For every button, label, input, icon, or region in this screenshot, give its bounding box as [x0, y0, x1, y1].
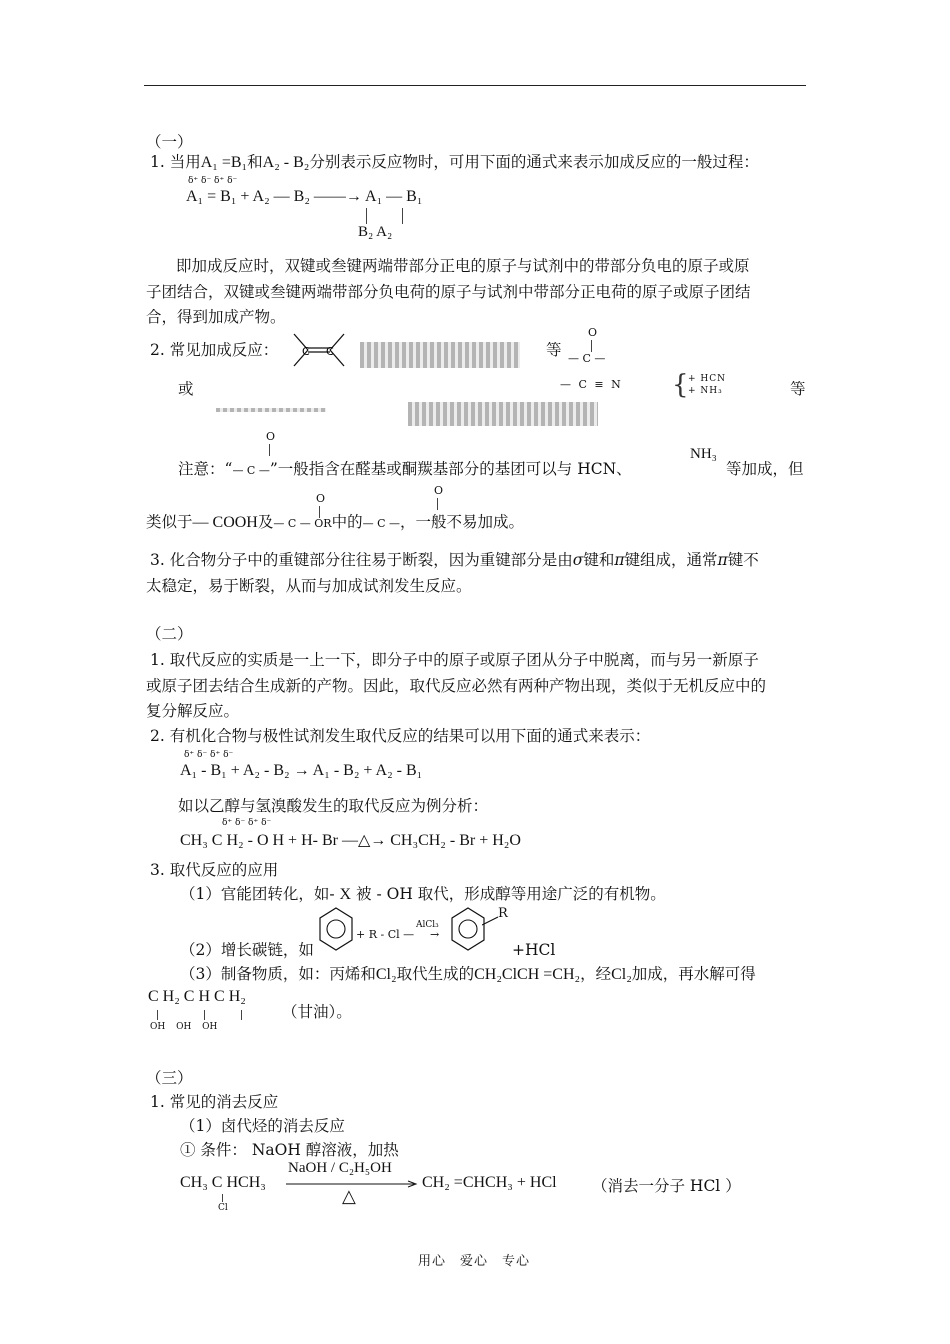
bond-line [402, 208, 403, 224]
paragraph: 或 [178, 380, 194, 398]
paragraph: 合，得到加成产物。 [146, 308, 286, 326]
carbonyl-c: — C — [568, 352, 606, 365]
addition-general-equation: A₁ = B₁ + A₂ — B₂ ——→ A₁ — B₁ [186, 188, 423, 205]
chloro-substituent: Cl [218, 1203, 228, 1213]
charge-labels: δ⁺ δ⁻ δ⁺ δ⁻ [222, 818, 272, 828]
catalyst-label: AlCl₃ [416, 920, 439, 930]
charge-labels: δ⁺ δ⁻ δ⁺ δ⁻ [184, 750, 234, 760]
svg-text:C: C [326, 345, 334, 358]
paragraph: ① 条件： NaOH 醇溶液，加热 [180, 1141, 399, 1159]
ethanol-hbr-equation: CH₃ C H₂ - O H + H- Br —△→ CH₃CH₂ - Br + H₂O [180, 832, 521, 849]
nitrile-reagent: + NH₃ [688, 386, 723, 396]
reaction-arrow: → [430, 928, 440, 941]
alkylbenzene-icon [450, 906, 486, 952]
paragraph: 注意：“— C —”一般指含在醛基或酮羰基部分的基团可以与 HCN、 [178, 460, 632, 478]
substitution-general-equation: A₁ - B₁ + A₂ - B₂ → A₁ - B₂ + A₂ - B₁ [180, 762, 423, 779]
reagent-text: + R - Cl — [356, 928, 415, 941]
paragraph: 1. 取代反应的实质是一上一下，即分子中的原子或原子团从分子中脱离，而与另一新原子 [150, 651, 759, 669]
illegible-structure [216, 408, 326, 412]
carbonyl-o: O [266, 430, 276, 443]
formula: A₁ =B₁ [200, 154, 248, 171]
paragraph: 3. 化合物分子中的重键部分往往易于断裂，因为重键部分是由σ键和π键组成，通常π键不 [150, 551, 759, 569]
heat-symbol: △ [342, 1186, 356, 1206]
paragraph: 类似于— COOH及— C — OR中的— C —，一般不易加成。 [146, 513, 525, 531]
glycerol-oh-groups: OH OH OH [150, 1022, 218, 1032]
paragraph: （甘油）。 [282, 1003, 352, 1021]
formula: A₂ - B₂ [262, 154, 310, 171]
bond-line [241, 1010, 242, 1020]
alkene-structure-icon [290, 330, 348, 370]
paragraph: 如以乙醇与氢溴酸发生的取代反应为例分析： [178, 797, 489, 815]
bond-line [157, 1010, 158, 1020]
paragraph: 即加成反应时，双键或叁键两端带部分正电的原子与试剂中的带部分负电的原子或原 [176, 257, 750, 275]
brace: { [672, 370, 689, 400]
charge-labels: δ⁺ δ⁻ δ⁺ δ⁻ [188, 176, 238, 186]
section-heading-1: （一） [146, 133, 193, 151]
paragraph: 1. 常见的消去反应 [150, 1093, 279, 1111]
paragraph: 2. 常见加成反应： [150, 341, 279, 359]
paragraph: 等 [790, 380, 806, 398]
paragraph: （1）卤代烃的消去反应 [180, 1117, 345, 1135]
paragraph: 3. 取代反应的应用 [150, 861, 279, 879]
product-hcl: +HCl [512, 941, 556, 959]
nitrile-formula: — C ≡ N [560, 378, 623, 391]
nitrile-reagent: + HCN [688, 374, 727, 384]
illegible-reagent-list [408, 402, 598, 426]
paragraph: （2）增长碳链，如 [180, 941, 314, 959]
paragraph: 太稳定，易于断裂，从而与加成试剂发生反应。 [146, 577, 472, 595]
page-footer: 用心 爱心 专心 [418, 1254, 531, 1269]
header-rule [144, 85, 806, 86]
paragraph: （1）官能团转化，如- X 被 - OH 取代，形成醇等用途广泛的有机物。 [180, 885, 666, 903]
bond-line [366, 208, 367, 224]
illegible-reagent-list [360, 342, 520, 368]
double-bond [591, 340, 592, 352]
section-heading-3: （三） [146, 1069, 193, 1087]
paragraph: 等加成，但 [726, 460, 804, 478]
paragraph: （3）制备物质，如：丙烯和Cl₂取代生成的CH₂ClCH =CH₂，经Cl₂加成，再水解可得 [180, 965, 756, 983]
paragraph: 或原子团去结合生成新的产物。因此，取代反应必然有两种产物出现，类似于无机反应中的 [146, 677, 767, 695]
carbonyl-o: O [588, 326, 598, 339]
paragraph: （消去一分子 HCl ） [592, 1177, 741, 1195]
reaction-condition: NaOH / C₂H₅OH [288, 1160, 392, 1176]
formula: NH₃ [690, 446, 717, 462]
elimination-reactant: CH₃ C HCH₃ [180, 1174, 266, 1191]
double-bond [437, 498, 438, 510]
paragraph: 复分解反应。 [146, 702, 240, 720]
elimination-product: CH₂ =CHCH₃ + HCl [422, 1174, 557, 1191]
glycerol-formula: C H₂ C H C H₂ [148, 988, 246, 1005]
carbonyl-o: O [434, 484, 444, 497]
paragraph: 2. 有机化合物与极性试剂发生取代反应的结果可以用下面的通式来表示： [150, 727, 651, 745]
section-heading-2: （二） [146, 625, 193, 643]
carbonyl-o: O [316, 492, 326, 505]
bond-line [204, 1010, 205, 1020]
equation-bottom-row: B₂ A₂ [358, 224, 393, 240]
bond-line [222, 1194, 223, 1202]
paragraph: 子团结合，双键或叁键两端带部分负电荷的原子与试剂中带部分正电荷的原子或原子团结 [146, 283, 751, 301]
substituent-r: R [498, 906, 508, 921]
svg-text:C: C [302, 345, 310, 358]
benzene-ring-icon [318, 906, 354, 952]
paragraph: 1. 当用A₁ =B₁和A₂ - B₂分别表示反应物时，可用下面的通式来表示加成反应的一般过程： [150, 153, 759, 171]
double-bond [269, 444, 270, 456]
paragraph: 等 [546, 341, 562, 359]
